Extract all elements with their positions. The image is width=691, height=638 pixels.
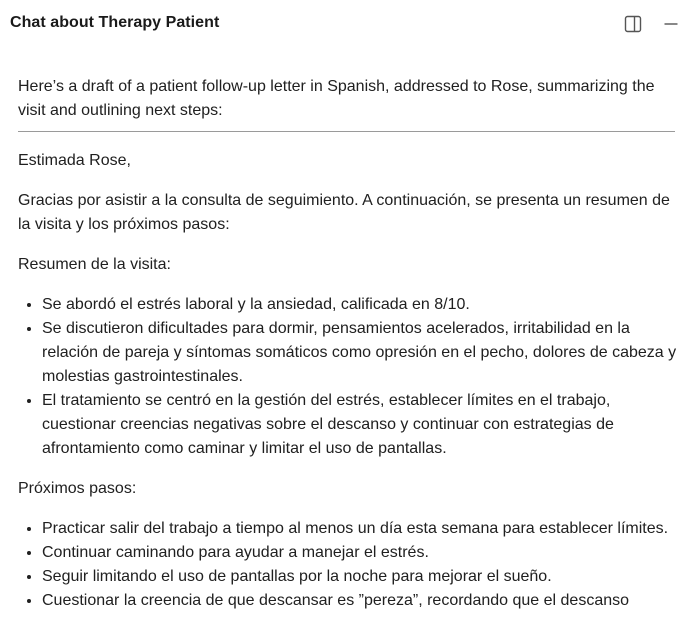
message-intro: Here’s a draft of a patient follow-up letter in Spanish, addressed to Rose, summarizing the visit and outlining next steps: (18, 78, 655, 119)
toggle-panel-button[interactable] (621, 12, 645, 36)
chat-header (0, 0, 691, 48)
next-steps-heading: Próximos pasos: (18, 480, 137, 497)
list-item: • Continuar caminando para ayudar a manejar el estrés. (42, 541, 678, 565)
list-item: • Se discutieron dificultades para dormir, pensamientos acelerados, irritabilidad en la relación de pareja y síntomas somáticos como opresión en el pecho, dolores de cabeza y molestias gastrointestinales. (42, 317, 678, 389)
divider (18, 131, 675, 132)
list-item: • Seguir limitando el uso de pantallas por la noche para mejorar el sueño. (42, 565, 678, 589)
list-item: • El tratamiento se centró en la gestión del estrés, establecer límites en el trabajo, cuestionar creencias negativas sobre el descanso y continuar con estrategias de afrontamiento como caminar y limitar el uso de pantallas. (42, 389, 678, 461)
chat-title: Chat about Therapy Patient (10, 14, 220, 31)
minimize-icon (663, 16, 679, 32)
summary-heading: Resumen de la visita: (18, 256, 171, 273)
message-content (18, 75, 678, 613)
next-steps-list (18, 517, 678, 613)
list-item: • Se abordó el estrés laboral y la ansiedad, calificada en 8/10. (42, 293, 678, 317)
list-item: • Practicar salir del trabajo a tiempo al menos un día esta semana para establecer límites. (42, 517, 678, 541)
letter-greeting: Estimada Rose, (18, 152, 131, 169)
summary-list (18, 293, 678, 461)
minimize-button[interactable] (659, 12, 683, 36)
sidebar-panel-icon (624, 15, 642, 33)
list-item: • Cuestionar la creencia de que descansar es ”pereza”, recordando que el descanso (42, 589, 678, 613)
letter-opening: Gracias por asistir a la consulta de seguimiento. A continuación, se presenta un resumen de la visita y los próximos pasos: (18, 192, 670, 233)
